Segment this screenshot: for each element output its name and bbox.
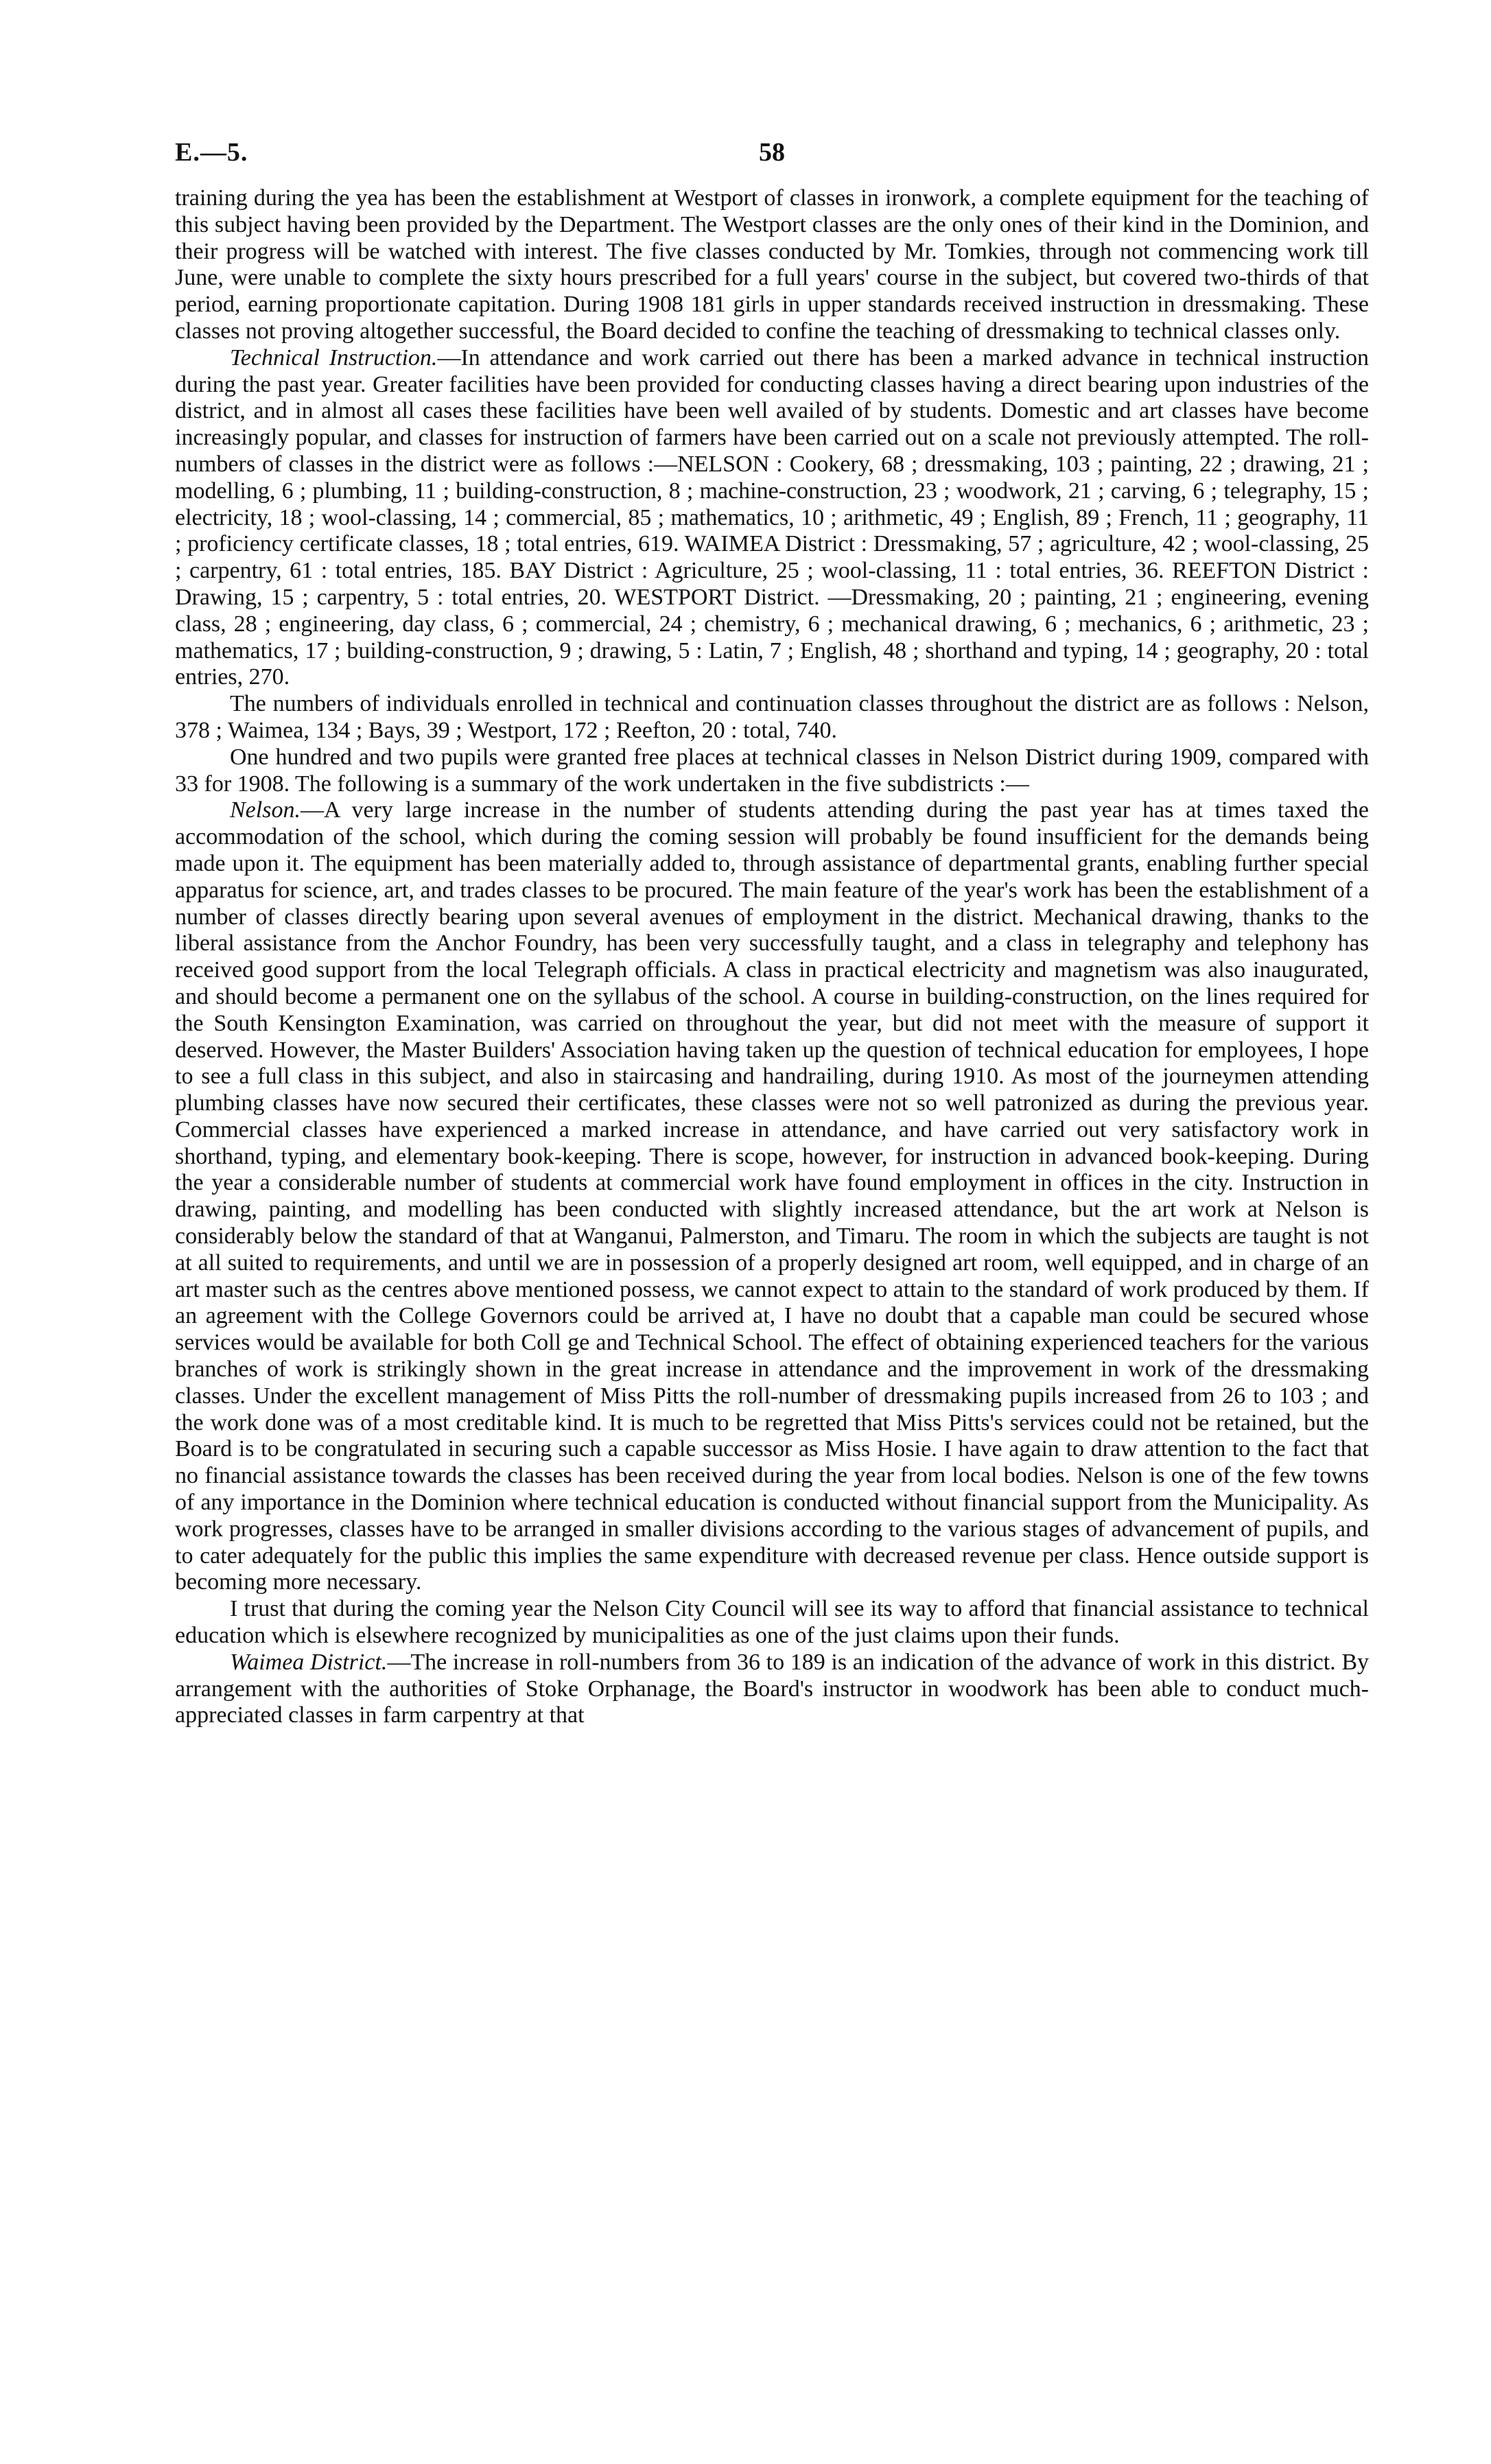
paragraph-text: —The increase in roll-numbers from 36 to 189 is an indication of the advance of work in this district. By arrangement with the authorities of Stoke Orphanage, the Board's instructor in woodwork has been able to conduct much-appreciated classes in farm carpentry at that (175, 1649, 1369, 1728)
paragraph-free-places (175, 744, 1369, 798)
page-number: 58 (759, 138, 785, 167)
paragraph-enrolment-numbers (175, 691, 1369, 744)
paragraph-waimea-district (175, 1650, 1369, 1729)
paragraph-technical-instruction (175, 345, 1369, 691)
paragraph-text: The numbers of individuals enrolled in technical and continuation classes throughout the district are as follows : Nelson, 378 ; Waimea, 134 ; Bays, 39 ; Westport, 172 ; Reefton, 20 : total, 740. (175, 691, 1369, 743)
paragraph-text: —In attendance and work carried out there has been a marked advance in technical instruction during the past year. Greater facilities have been provided for conducting classes having a direct bearing upon industries of the district, and in almost all cases these facilities have been well availed of by students. Domestic and art classes have become increasingly popular, and classes for instruction of farmers have been carried out on a scale not previously attempted. The roll-numbers of classes in the district were as follows :—NELSON : Cookery, 68 ; dressmaking, 103 ; painting, 22 ; drawing, 21 ; modelling, 6 ; plumbing, 11 ; building-construction, 8 ; machine-construction, 23 ; woodwork, 21 ; carving, 6 ; telegraphy, 15 ; electricity, 18 ; wool-classing, 14 ; commercial, 85 ; mathematics, 10 ; arithmetic, 49 ; English, 89 ; French, 11 ; geography, 11 ; proficiency certificate classes, 18 ; total entries, 619. WAIMEA District : Dressmaking, 57 ; agriculture, 42 ; wool-classing, 25 ; carpentry, 61 : total entries, 185. BAY District : Agriculture, 25 ; wool-classing, 11 : total entries, 36. REEFTON District : Drawing, 15 ; carpentry, 5 : total entries, 20. WESTPORT District. —Dressmaking, 20 ; painting, 21 ; engineering, evening class, 28 ; engineering, day class, 6 ; commercial, 24 ; chemistry, 6 ; mechanical drawing, 6 ; mechanics, 6 ; arithmetic, 23 ; mathematics, 17 ; building-construction, 9 ; drawing, 5 : Latin, 7 ; English, 48 ; shorthand and typing, 14 ; geography, 20 : total entries, 270. (175, 344, 1369, 690)
document-page (175, 137, 1369, 1729)
paragraph-westport-ironwork (175, 185, 1369, 345)
document-reference: E.—5. (175, 138, 248, 167)
section-heading: Waimea District. (230, 1649, 388, 1675)
paragraph-nelson (175, 797, 1369, 1596)
paragraph-text: —A very large increase in the number of students attending during the past year has at times taxed the accommodation of the school, which during the coming session will probably be found insufficient for the demands being made upon it. The equipment has been materially added to, through assistance of departmental grants, enabling further special apparatus for science, art, and trades classes to be procured. The main feature of the year's work has been the establishment of a number of classes directly bearing upon several avenues of employment in the district. Mechanical drawing, thanks to the liberal assistance from the Anchor Foundry, has been very successfully taught, and a class in telegraphy and telephony has received good support from the local Telegraph officials. A class in practical electricity and magnetism was also inaugurated, and should become a permanent one on the syllabus of the school. A course in building-construction, on the lines required for the South Kensington Examination, was carried on throughout the year, but did not meet with the measure of support it deserved. However, the Master Builders' Association having taken up the question of technical education for employees, I hope to see a full class in this subject, and also in staircasing and handrailing, during 1910. As most of the journeymen attending plumbing classes have now secured their certificates, these classes were not so well patronized as during the previous year. Commercial classes have experienced a marked increase in attendance, and have carried out very satisfactory work in shorthand, typing, and elementary book-keeping. There is scope, however, for instruction in advanced book-keeping. During the year a considerable number of students at commercial work have found employment in offices in the city. Instruction in drawing, painting, and modelling has been conducted with slightly increased attendance, but the art work at Nelson is considerably below the standard of that at Wanganui, Palmerston, and Timaru. The room in which the subjects are taught is not at all suited to requirements, and until we are in possession of a properly designed art room, well equipped, and in charge of an art master such as the centres above mentioned possess, we cannot expect to attain to the standard of work produced by them. If an agreement with the College Governors could be arrived at, I have no doubt that a capable man could be secured whose services would be available for both Coll ge and Technical School. The effect of obtaining experienced teachers for the various branches of work is strikingly shown in the great increase in attendance and the improvement in work of the dressmaking classes. Under the excellent management of Miss Pitts the roll-number of dressmaking pupils increased from 26 to 103 ; and the work done was of a most creditable kind. It is much to be regretted that Miss Pitts's services could not be retained, but the Board is to be congratulated in securing such a capable successor as Miss Hosie. I have again to draw attention to the fact that no financial assistance towards the classes has been received during the year from local bodies. Nelson is one of the few towns of any importance in the Dominion where technical education is conducted without financial support from the Municipality. As work progresses, classes have to be arranged in smaller divisions according to the various stages of advancement of pupils, and to cater adequately for the public this implies the same expenditure with decreased revenue per class. Hence outside support is becoming more necessary. (175, 797, 1369, 1595)
section-heading: Technical Instruction. (230, 344, 438, 371)
body-text (175, 185, 1369, 1729)
paragraph-text: One hundred and two pupils were granted free places at technical classes in Nelson District during 1909, compared with 33 for 1908. The following is a summary of the work undertaken in the five subdistricts :— (175, 744, 1369, 797)
paragraph-text: training during the yea has been the establishment at Westport of classes in ironwork, a complete equipment for the teaching of this subject having been provided by the Department. The Westport classes are the only ones of their kind in the Dominion, and their progress will be watched with interest. The five classes conducted by Mr. Tomkies, through not commencing work till June, were unable to complete the sixty hours prescribed for a full years' course in the subject, but covered two-thirds of that period, earning proportionate capitation. During 1908 181 girls in upper standards received instruction in dressmaking. These classes not proving altogether successful, the Board decided to confine the teaching of dressmaking to technical classes only. (175, 185, 1369, 344)
paragraph-city-council (175, 1596, 1369, 1650)
section-heading: Nelson. (230, 797, 301, 823)
page-header (175, 137, 1369, 185)
paragraph-text: I trust that during the coming year the Nelson City Council will see its way to afford that financial assistance to technical education which is elsewhere recognized by municipalities as one of the just claims upon their funds. (175, 1596, 1369, 1649)
